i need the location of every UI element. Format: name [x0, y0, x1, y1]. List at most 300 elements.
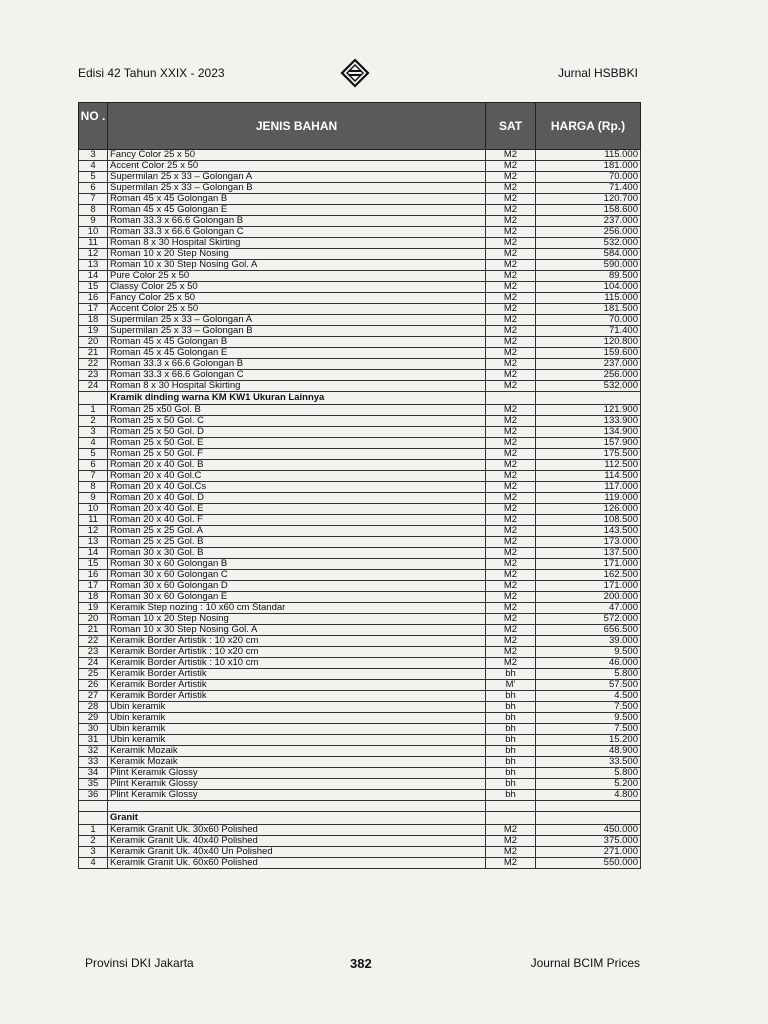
price: 159.600	[536, 348, 641, 359]
table-row	[79, 825, 641, 836]
table-row	[79, 326, 641, 337]
unit: bh	[486, 669, 536, 680]
price: 532.000	[536, 238, 641, 249]
price: 115.000	[536, 150, 641, 161]
row-number: 18	[79, 592, 108, 603]
price: 70.000	[536, 172, 641, 183]
unit: M2	[486, 504, 536, 515]
price: 162.500	[536, 570, 641, 581]
price: 119.000	[536, 493, 641, 504]
table-row	[79, 592, 641, 603]
material-name: Roman 45 x 45 Golongan E	[108, 205, 486, 216]
unit: M2	[486, 858, 536, 869]
material-name: Plint Keramik Glossy	[108, 779, 486, 790]
footer-journal-name: Journal BCIM Prices	[530, 956, 640, 970]
table-row	[79, 348, 641, 359]
table-row	[79, 702, 641, 713]
row-number: 7	[79, 194, 108, 205]
row-number: 23	[79, 647, 108, 658]
table-row	[79, 381, 641, 392]
unit: M2	[486, 493, 536, 504]
unit: bh	[486, 724, 536, 735]
price: 7.500	[536, 724, 641, 735]
unit: bh	[486, 735, 536, 746]
cell-unit	[486, 392, 536, 405]
material-name: Roman 20 x 40 Gol.Cs	[108, 482, 486, 493]
table-header	[79, 103, 641, 150]
price: 133.900	[536, 416, 641, 427]
table-row	[79, 537, 641, 548]
unit: M2	[486, 161, 536, 172]
table-row	[79, 559, 641, 570]
row-number: 2	[79, 836, 108, 847]
page-header	[78, 62, 638, 86]
row-number: 18	[79, 315, 108, 326]
material-name: Plint Keramik Glossy	[108, 790, 486, 801]
material-name: Roman 33.3 x 66.6 Golongan B	[108, 359, 486, 370]
material-name: Roman 20 x 40 Gol. F	[108, 515, 486, 526]
material-name: Roman 45 x 45 Golongan E	[108, 348, 486, 359]
row-number: 2	[79, 416, 108, 427]
unit: M2	[486, 449, 536, 460]
price: 175.500	[536, 449, 641, 460]
table-row	[79, 238, 641, 249]
price: 115.000	[536, 293, 641, 304]
row-number: 30	[79, 724, 108, 735]
table-row	[79, 779, 641, 790]
price: 572.000	[536, 614, 641, 625]
column-header-item: JENIS BAHAN	[108, 103, 486, 150]
unit: M2	[486, 658, 536, 669]
table-row	[79, 647, 641, 658]
row-number: 24	[79, 381, 108, 392]
unit: M2	[486, 559, 536, 570]
table-row	[79, 680, 641, 691]
unit: M2	[486, 636, 536, 647]
row-number: 23	[79, 370, 108, 381]
table-row	[79, 636, 641, 647]
unit: bh	[486, 702, 536, 713]
price: 114.500	[536, 471, 641, 482]
unit: M2	[486, 249, 536, 260]
price: 550.000	[536, 858, 641, 869]
table-row	[79, 150, 641, 161]
material-name: Keramik Border Artistik : 10 x10 cm	[108, 658, 486, 669]
material-name: Roman 25 x 50 Gol. C	[108, 416, 486, 427]
cell-unit	[486, 801, 536, 812]
price: 450.000	[536, 825, 641, 836]
material-name: Roman 10 x 20 Step Nosing	[108, 614, 486, 625]
price: 121.900	[536, 405, 641, 416]
material-name: Supermilan 25 x 33 – Golongan A	[108, 172, 486, 183]
price: 71.400	[536, 183, 641, 194]
price: 143.500	[536, 526, 641, 537]
table-row	[79, 757, 641, 768]
price: 4.500	[536, 691, 641, 702]
unit: M2	[486, 603, 536, 614]
row-number: 17	[79, 304, 108, 315]
table-row	[79, 836, 641, 847]
row-number: 21	[79, 348, 108, 359]
column-header-no: NO .	[79, 103, 108, 150]
row-number: 1	[79, 825, 108, 836]
unit: M2	[486, 238, 536, 249]
unit: M2	[486, 416, 536, 427]
unit: M2	[486, 581, 536, 592]
row-number: 11	[79, 238, 108, 249]
material-name: Fancy Color 25 x 50	[108, 293, 486, 304]
material-name: Roman 20 x 40 Gol. E	[108, 504, 486, 515]
table-row	[79, 493, 641, 504]
unit: M'	[486, 680, 536, 691]
table-row	[79, 227, 641, 238]
price: 126.000	[536, 504, 641, 515]
material-name: Roman 30 x 60 Golongan B	[108, 559, 486, 570]
unit: M2	[486, 326, 536, 337]
row-number: 11	[79, 515, 108, 526]
price: 532.000	[536, 381, 641, 392]
unit: M2	[486, 537, 536, 548]
material-name: Ubin keramik	[108, 702, 486, 713]
price: 157.900	[536, 438, 641, 449]
price: 33.500	[536, 757, 641, 768]
price: 47.000	[536, 603, 641, 614]
table-row	[79, 449, 641, 460]
price: 5.800	[536, 768, 641, 779]
row-number: 3	[79, 847, 108, 858]
price: 5.200	[536, 779, 641, 790]
row-number: 28	[79, 702, 108, 713]
material-name: Roman 25 x 25 Gol. B	[108, 537, 486, 548]
table-body	[79, 150, 641, 869]
row-number: 7	[79, 471, 108, 482]
table-row	[79, 482, 641, 493]
table-row	[79, 370, 641, 381]
unit: M2	[486, 359, 536, 370]
row-number: 8	[79, 205, 108, 216]
material-name: Plint Keramik Glossy	[108, 768, 486, 779]
edition-label: Edisi 42 Tahun XXIX - 2023	[78, 66, 225, 80]
table-row	[79, 768, 641, 779]
unit: M2	[486, 205, 536, 216]
price: 9.500	[536, 647, 641, 658]
price: 656.500	[536, 625, 641, 636]
material-name: Keramik Border Artistik : 10 x20 cm	[108, 647, 486, 658]
material-name: Accent Color 25 x 50	[108, 161, 486, 172]
unit: M2	[486, 836, 536, 847]
material-name: Roman 25 x 50 Gol. F	[108, 449, 486, 460]
row-number: 15	[79, 559, 108, 570]
material-name: Accent Color 25 x 50	[108, 304, 486, 315]
table-row	[79, 746, 641, 757]
row-number: 25	[79, 669, 108, 680]
unit: M2	[486, 438, 536, 449]
material-name: Roman 33.3 x 66.6 Golongan C	[108, 227, 486, 238]
row-number: 20	[79, 614, 108, 625]
material-name: Roman 30 x 60 Golongan D	[108, 581, 486, 592]
price: 237.000	[536, 359, 641, 370]
material-name: Roman 25 x50 Gol. B	[108, 405, 486, 416]
unit: M2	[486, 515, 536, 526]
material-name: Roman 25 x 50 Gol. D	[108, 427, 486, 438]
column-header-price: HARGA (Rp.)	[536, 103, 641, 150]
unit: M2	[486, 304, 536, 315]
row-number: 32	[79, 746, 108, 757]
price: 158.600	[536, 205, 641, 216]
table-row	[79, 669, 641, 680]
section-title: Granit	[108, 812, 486, 825]
unit: M2	[486, 526, 536, 537]
unit: M2	[486, 592, 536, 603]
row-number: 13	[79, 537, 108, 548]
row-number: 9	[79, 216, 108, 227]
material-name: Roman 10 x 20 Step Nosing	[108, 249, 486, 260]
table-row	[79, 858, 641, 869]
row-number: 15	[79, 282, 108, 293]
material-name: Roman 10 x 30 Step Nosing Gol. A	[108, 625, 486, 636]
price: 5.800	[536, 669, 641, 680]
column-header-unit: SAT	[486, 103, 536, 150]
price: 137.500	[536, 548, 641, 559]
table-row	[79, 614, 641, 625]
table-row	[79, 713, 641, 724]
unit: M2	[486, 260, 536, 271]
row-number: 10	[79, 227, 108, 238]
unit: M2	[486, 427, 536, 438]
unit: M2	[486, 150, 536, 161]
row-number: 17	[79, 581, 108, 592]
unit: bh	[486, 691, 536, 702]
unit: M2	[486, 625, 536, 636]
cell-price	[536, 812, 641, 825]
price: 7.500	[536, 702, 641, 713]
unit: bh	[486, 768, 536, 779]
table-row	[79, 416, 641, 427]
price: 71.400	[536, 326, 641, 337]
unit: M2	[486, 548, 536, 559]
price: 112.500	[536, 460, 641, 471]
unit: M2	[486, 183, 536, 194]
material-name: Roman 10 x 30 Step Nosing Gol. A	[108, 260, 486, 271]
material-name: Roman 30 x 30 Gol. B	[108, 548, 486, 559]
material-name: Roman 20 x 40 Gol. B	[108, 460, 486, 471]
unit: M2	[486, 825, 536, 836]
price: 256.000	[536, 370, 641, 381]
cell-price	[536, 801, 641, 812]
price: 375.000	[536, 836, 641, 847]
table-row	[79, 205, 641, 216]
province-label: Provinsi DKI Jakarta	[85, 956, 194, 970]
table-row	[79, 161, 641, 172]
material-name: Supermilan 25 x 33 – Golongan A	[108, 315, 486, 326]
unit: M2	[486, 614, 536, 625]
material-name: Roman 8 x 30 Hospital Skirting	[108, 238, 486, 249]
unit: M2	[486, 847, 536, 858]
price: 117.000	[536, 482, 641, 493]
section-header-row	[79, 392, 641, 405]
price: 4.800	[536, 790, 641, 801]
material-name: Keramik Border Artistik	[108, 691, 486, 702]
spacer-row	[79, 801, 641, 812]
material-name: Keramik Border Artistik	[108, 680, 486, 691]
unit: M2	[486, 315, 536, 326]
table-row	[79, 471, 641, 482]
unit: M2	[486, 471, 536, 482]
row-number: 13	[79, 260, 108, 271]
unit: M2	[486, 227, 536, 238]
row-number: 16	[79, 293, 108, 304]
row-number: 14	[79, 271, 108, 282]
price: 9.500	[536, 713, 641, 724]
cell-no	[79, 801, 108, 812]
row-number: 20	[79, 337, 108, 348]
price: 171.000	[536, 559, 641, 570]
page-number: 382	[350, 956, 372, 971]
unit: M2	[486, 381, 536, 392]
table-row	[79, 260, 641, 271]
material-name: Keramik Step nozing : 10 x60 cm Standar	[108, 603, 486, 614]
table-row	[79, 216, 641, 227]
journal-name: Jurnal HSBBKI	[557, 66, 638, 80]
material-name: Keramik Granit Uk. 40x40 Polished	[108, 836, 486, 847]
table-row	[79, 735, 641, 746]
table-row	[79, 581, 641, 592]
material-name: Roman 45 x 45 Golongan B	[108, 194, 486, 205]
row-number: 36	[79, 790, 108, 801]
row-number: 9	[79, 493, 108, 504]
unit: M2	[486, 348, 536, 359]
row-number: 5	[79, 172, 108, 183]
cell-item	[108, 801, 486, 812]
unit: M2	[486, 460, 536, 471]
row-number: 16	[79, 570, 108, 581]
price: 590.000	[536, 260, 641, 271]
row-number: 22	[79, 359, 108, 370]
unit: M2	[486, 282, 536, 293]
row-number: 29	[79, 713, 108, 724]
unit: M2	[486, 405, 536, 416]
row-number: 6	[79, 460, 108, 471]
material-name: Keramik Granit Uk. 40x40 Un Polished	[108, 847, 486, 858]
price: 134.900	[536, 427, 641, 438]
material-name: Keramik Mozaik	[108, 757, 486, 768]
row-number: 34	[79, 768, 108, 779]
price: 120.700	[536, 194, 641, 205]
unit: M2	[486, 216, 536, 227]
material-name: Roman 20 x 40 Gol.C	[108, 471, 486, 482]
unit: bh	[486, 746, 536, 757]
table-row	[79, 515, 641, 526]
row-number: 19	[79, 326, 108, 337]
row-number: 4	[79, 858, 108, 869]
row-number: 14	[79, 548, 108, 559]
table-row	[79, 183, 641, 194]
row-number: 26	[79, 680, 108, 691]
price: 173.000	[536, 537, 641, 548]
row-number: 33	[79, 757, 108, 768]
price: 57.500	[536, 680, 641, 691]
table-row	[79, 271, 641, 282]
material-name: Fancy Color 25 x 50	[108, 150, 486, 161]
row-number: 12	[79, 249, 108, 260]
unit: bh	[486, 757, 536, 768]
material-name: Ubin keramik	[108, 735, 486, 746]
row-number: 35	[79, 779, 108, 790]
table-row	[79, 172, 641, 183]
row-number: 3	[79, 150, 108, 161]
table-row	[79, 249, 641, 260]
material-name: Classy Color 25 x 50	[108, 282, 486, 293]
price: 237.000	[536, 216, 641, 227]
unit: M2	[486, 370, 536, 381]
section-title: Kramik dinding warna KM KW1 Ukuran Lainnya	[108, 392, 486, 405]
cell-no	[79, 392, 108, 405]
cell-price	[536, 392, 641, 405]
unit: M2	[486, 570, 536, 581]
table-row	[79, 304, 641, 315]
price: 104.000	[536, 282, 641, 293]
table-row	[79, 438, 641, 449]
material-name: Ubin keramik	[108, 724, 486, 735]
row-number: 4	[79, 161, 108, 172]
price: 584.000	[536, 249, 641, 260]
row-number: 10	[79, 504, 108, 515]
material-name: Roman 30 x 60 Golongan C	[108, 570, 486, 581]
price: 171.000	[536, 581, 641, 592]
price: 200.000	[536, 592, 641, 603]
unit: M2	[486, 271, 536, 282]
unit: M2	[486, 172, 536, 183]
table-row	[79, 337, 641, 348]
price: 48.900	[536, 746, 641, 757]
table-row	[79, 194, 641, 205]
row-number: 3	[79, 427, 108, 438]
price: 271.000	[536, 847, 641, 858]
row-number: 4	[79, 438, 108, 449]
row-number: 6	[79, 183, 108, 194]
material-name: Roman 8 x 30 Hospital Skirting	[108, 381, 486, 392]
material-name: Roman 25 x 50 Gol. E	[108, 438, 486, 449]
material-name: Supermilan 25 x 33 – Golongan B	[108, 183, 486, 194]
material-name: Roman 25 x 25 Gol. A	[108, 526, 486, 537]
material-name: Roman 30 x 60 Golongan E	[108, 592, 486, 603]
cell-no	[79, 812, 108, 825]
price: 108.500	[536, 515, 641, 526]
price: 120.800	[536, 337, 641, 348]
material-name: Keramik Mozaik	[108, 746, 486, 757]
row-number: 19	[79, 603, 108, 614]
unit: bh	[486, 779, 536, 790]
row-number: 21	[79, 625, 108, 636]
table-row	[79, 847, 641, 858]
table-row	[79, 570, 641, 581]
table-row	[79, 625, 641, 636]
material-name: Roman 33.3 x 66.6 Golongan C	[108, 370, 486, 381]
table-row	[79, 460, 641, 471]
page-footer	[85, 956, 640, 974]
material-name: Ubin keramik	[108, 713, 486, 724]
unit: bh	[486, 713, 536, 724]
row-number: 24	[79, 658, 108, 669]
material-name: Pure Color 25 x 50	[108, 271, 486, 282]
row-number: 1	[79, 405, 108, 416]
unit: M2	[486, 293, 536, 304]
material-name: Keramik Granit Uk. 30x60 Polished	[108, 825, 486, 836]
material-name: Roman 20 x 40 Gol. D	[108, 493, 486, 504]
price: 39.000	[536, 636, 641, 647]
table-row	[79, 691, 641, 702]
table-row	[79, 405, 641, 416]
